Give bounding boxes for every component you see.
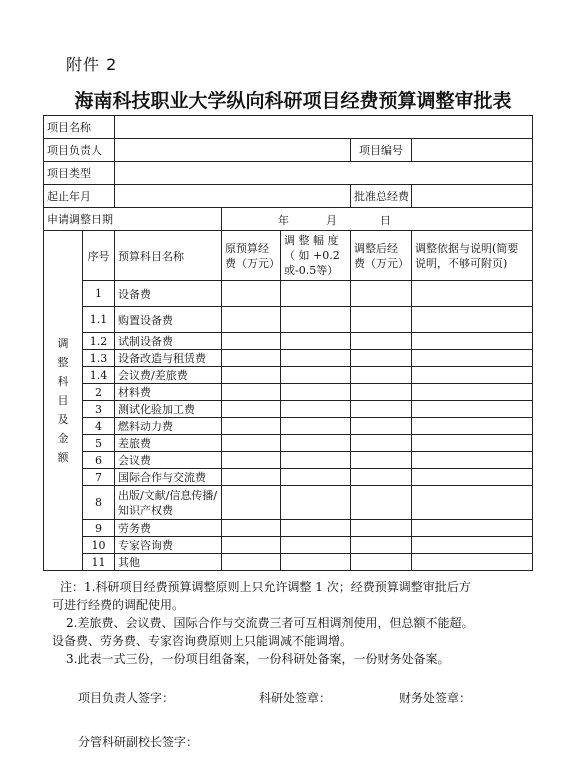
basis-cell[interactable] (412, 384, 533, 401)
note-2a: 2.差旅费、会议费、国际合作与交流费三者可互相调剂使用，但总额不能超。 (66, 616, 474, 630)
after-cell[interactable] (351, 350, 412, 367)
row-name: 专家咨询费 (115, 537, 222, 554)
budget-row (44, 537, 533, 554)
range-cell[interactable] (281, 554, 351, 571)
after-cell[interactable] (351, 418, 412, 435)
row-seq: 6 (83, 452, 115, 469)
header-name: 预算科目名称 (115, 231, 222, 281)
year-label: 年 (278, 214, 289, 227)
row-name: 试制设备费 (115, 333, 222, 350)
budget-row (44, 384, 533, 401)
budget-row (44, 520, 533, 537)
row-name: 设备费 (115, 281, 222, 307)
range-cell[interactable] (281, 435, 351, 452)
start-end-label: 起止年月 (44, 185, 115, 208)
row-seq: 8 (83, 486, 115, 520)
range-cell[interactable] (281, 307, 351, 333)
approved-total-label: 批准总经费 (351, 185, 412, 208)
row-seq: 1.3 (83, 350, 115, 367)
orig-cell[interactable] (222, 350, 281, 367)
row-seq: 1.2 (83, 333, 115, 350)
row-name: 出版/文献/信息传播/知识产权费 (115, 486, 222, 520)
adjustment-side-label (44, 231, 83, 571)
header-orig: 原预算经费（万元） (222, 231, 281, 281)
vice-president-signature-label: 分管科研副校长签字： (78, 735, 199, 749)
side-label-char: 金 (57, 432, 69, 445)
note-2b: 设备费、劳务费、专家咨询费原则上只能调减不能调增。 (52, 634, 353, 648)
note-1a: 注：1.科研项目经费预算调整原则上只允许调整 1 次；经费预算调整审批后方 (60, 580, 471, 594)
side-label-char: 整 (57, 356, 69, 369)
after-cell[interactable] (351, 367, 412, 384)
row-name: 设备改造与租赁费 (115, 350, 222, 367)
leader-signature-label: 项目负责人签字： (78, 691, 175, 705)
basis-cell[interactable] (412, 469, 533, 486)
orig-cell[interactable] (222, 435, 281, 452)
basis-cell[interactable] (412, 520, 533, 537)
budget-row (44, 333, 533, 350)
row-seq: 5 (83, 435, 115, 452)
basis-cell[interactable] (412, 486, 533, 520)
after-cell[interactable] (351, 537, 412, 554)
orig-cell[interactable] (222, 401, 281, 418)
start-end-field[interactable] (115, 185, 351, 208)
side-label-char: 额 (57, 451, 69, 464)
row-seq: 7 (83, 469, 115, 486)
range-cell[interactable] (281, 350, 351, 367)
row-start-end (44, 185, 533, 208)
after-cell[interactable] (351, 520, 412, 537)
basis-cell[interactable] (412, 281, 533, 307)
row-seq: 2 (83, 384, 115, 401)
basis-cell[interactable] (412, 452, 533, 469)
side-label-char: 目 (57, 394, 69, 407)
header-range: 调 整 幅 度（ 如 +0.2 或-0.5等） (281, 231, 351, 281)
basis-cell[interactable] (412, 333, 533, 350)
row-name: 会议费/差旅费 (115, 367, 222, 384)
budget-row (44, 486, 533, 520)
after-cell[interactable] (351, 307, 412, 333)
project-leader-label: 项目负责人 (44, 139, 115, 162)
row-name: 会议费 (115, 452, 222, 469)
budget-header-row (44, 231, 533, 281)
row-seq: 1.4 (83, 367, 115, 384)
project-leader-field[interactable] (115, 139, 351, 162)
after-cell[interactable] (351, 452, 412, 469)
after-cell[interactable] (351, 281, 412, 307)
range-cell[interactable] (281, 401, 351, 418)
row-name: 差旅费 (115, 435, 222, 452)
range-cell[interactable] (281, 367, 351, 384)
row-seq: 4 (83, 418, 115, 435)
row-name: 燃料动力费 (115, 418, 222, 435)
approval-form-table (43, 115, 533, 571)
project-name-field[interactable] (115, 116, 533, 139)
project-number-label: 项目编号 (351, 139, 412, 162)
row-project-leader (44, 139, 533, 162)
attachment-label: 附件 2 (66, 55, 118, 74)
project-type-label: 项目类型 (44, 162, 115, 185)
basis-cell[interactable] (412, 367, 533, 384)
orig-cell[interactable] (222, 367, 281, 384)
budget-row (44, 307, 533, 333)
range-cell[interactable] (281, 537, 351, 554)
range-cell[interactable] (281, 281, 351, 307)
orig-cell[interactable] (222, 554, 281, 571)
header-after: 调整后经费（万元） (351, 231, 412, 281)
notes-section (52, 578, 530, 668)
range-cell[interactable] (281, 333, 351, 350)
orig-cell[interactable] (222, 520, 281, 537)
note-1b: 可进行经费的调配使用。 (52, 598, 185, 612)
project-number-field[interactable] (412, 139, 533, 162)
day-label: 日 (380, 214, 391, 227)
budget-row (44, 350, 533, 367)
row-seq: 1.1 (83, 307, 115, 333)
range-cell[interactable] (281, 469, 351, 486)
after-cell[interactable] (351, 401, 412, 418)
range-cell[interactable] (281, 452, 351, 469)
orig-cell[interactable] (222, 307, 281, 333)
row-seq: 9 (83, 520, 115, 537)
basis-cell[interactable] (412, 435, 533, 452)
apply-date-field[interactable] (222, 208, 533, 231)
header-seq: 序号 (83, 231, 115, 281)
row-seq: 1 (83, 281, 115, 307)
row-name: 国际合作与交流费 (115, 469, 222, 486)
note-3: 3.此表一式三份，一份项目组备案，一份科研处备案，一份财务处备案。 (66, 652, 450, 666)
row-name: 购置设备费 (115, 307, 222, 333)
orig-cell[interactable] (222, 469, 281, 486)
orig-cell[interactable] (222, 384, 281, 401)
budget-row (44, 281, 533, 307)
side-label-char: 调 (57, 337, 69, 350)
budget-row (44, 554, 533, 571)
budget-row (44, 367, 533, 384)
row-name: 材料费 (115, 384, 222, 401)
budget-row (44, 418, 533, 435)
orig-cell[interactable] (222, 452, 281, 469)
after-cell[interactable] (351, 486, 412, 520)
row-name: 劳务费 (115, 520, 222, 537)
row-project-type (44, 162, 533, 185)
after-cell[interactable] (351, 435, 412, 452)
basis-cell[interactable] (412, 350, 533, 367)
apply-date-label: 申请调整日期 (44, 208, 222, 231)
orig-cell[interactable] (222, 486, 281, 520)
row-name: 测试化验加工费 (115, 401, 222, 418)
header-basis: 调整依据与说明(简要说明，不够可附页) (412, 231, 533, 281)
side-label-char: 科 (57, 375, 69, 388)
row-project-name (44, 116, 533, 139)
budget-row (44, 435, 533, 452)
project-name-label: 项目名称 (44, 116, 115, 139)
budget-row (44, 469, 533, 486)
after-cell[interactable] (351, 333, 412, 350)
range-cell[interactable] (281, 520, 351, 537)
budget-row (44, 401, 533, 418)
orig-cell[interactable] (222, 537, 281, 554)
row-apply-date (44, 208, 533, 231)
orig-cell[interactable] (222, 333, 281, 350)
budget-row (44, 452, 533, 469)
row-name: 其他 (115, 554, 222, 571)
range-cell[interactable] (281, 418, 351, 435)
after-cell[interactable] (351, 554, 412, 571)
range-cell[interactable] (281, 384, 351, 401)
basis-cell[interactable] (412, 307, 533, 333)
orig-cell[interactable] (222, 418, 281, 435)
finance-office-seal-label: 财务处签章： (399, 691, 472, 705)
after-cell[interactable] (351, 469, 412, 486)
row-seq: 11 (83, 554, 115, 571)
project-type-field[interactable] (115, 162, 533, 185)
basis-cell[interactable] (412, 418, 533, 435)
month-label: 月 (326, 214, 337, 227)
form-title: 海南科技职业大学纵向科研项目经费预算调整审批表 (74, 90, 512, 112)
row-seq: 3 (83, 401, 115, 418)
row-seq: 10 (83, 537, 115, 554)
range-cell[interactable] (281, 486, 351, 520)
basis-cell[interactable] (412, 537, 533, 554)
research-office-seal-label: 科研处签章： (259, 691, 332, 705)
basis-cell[interactable] (412, 554, 533, 571)
side-label-char: 及 (57, 413, 69, 426)
approved-total-field[interactable] (412, 185, 533, 208)
after-cell[interactable] (351, 384, 412, 401)
basis-cell[interactable] (412, 401, 533, 418)
orig-cell[interactable] (222, 281, 281, 307)
